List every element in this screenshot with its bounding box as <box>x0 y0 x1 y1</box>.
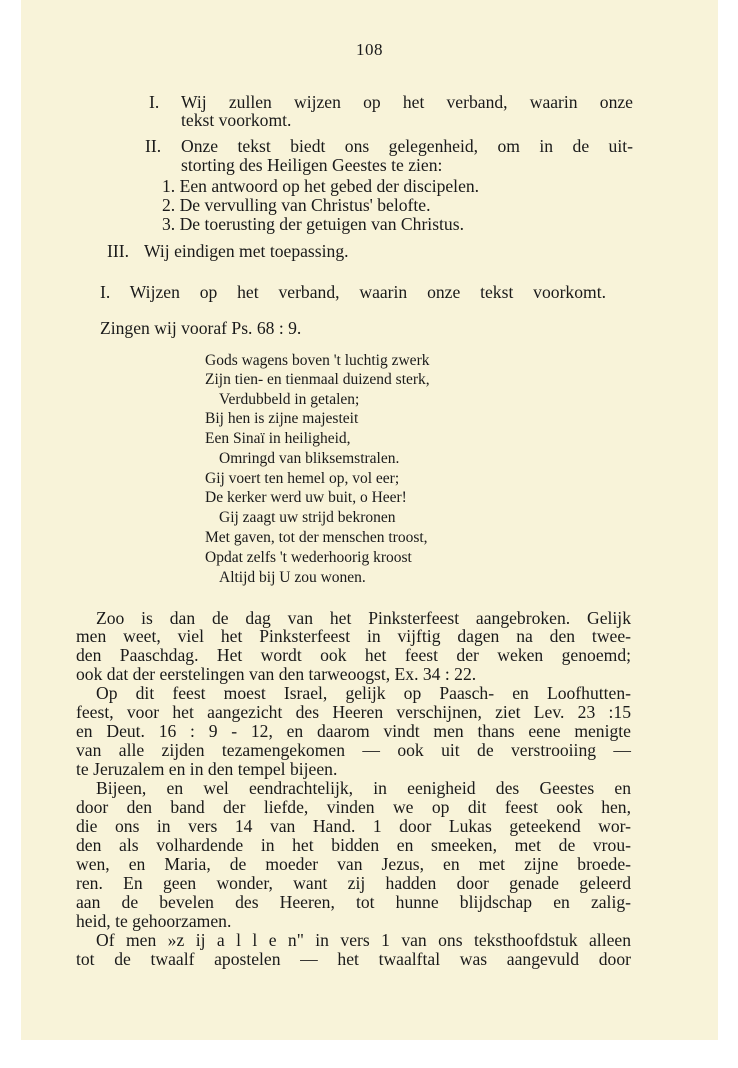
body-line-text: Of men »z ij a l l e n" in vers 1 van ons teksthoofdstuk alleen <box>96 930 631 950</box>
body-line: heid, te gehoorzamen. <box>76 911 232 931</box>
body-line-text: tot de twaalf apostelen — het twaalftal was aangevuld door <box>76 949 631 969</box>
body-line <box>76 873 631 893</box>
body-line-text: en Deut. 16 : 9 - 12, en daarom vindt men thans eene menigte <box>76 721 631 741</box>
body-line <box>76 892 631 912</box>
body-line <box>96 683 631 703</box>
outline-ii-number: II. <box>145 136 162 156</box>
body-line <box>76 835 631 855</box>
outline-i-number: I. <box>149 92 160 112</box>
poem-line: Zijn tien- en tienmaal duizend sterk, <box>205 371 430 388</box>
section-heading-text: I. Wijzen op het verband, waarin onze tekst voorkomt. <box>100 282 606 302</box>
body-line-text: Zoo is dan de dag van het Pinksterfeest aangebroken. Gelijk <box>96 608 631 628</box>
outline-ii-text-1: Onze tekst biedt ons gelegenheid, om in de uit- <box>181 136 633 156</box>
body-line <box>96 778 631 798</box>
body-line <box>76 816 631 836</box>
outline-i-line-2: tekst voorkomt. <box>181 110 292 130</box>
outline-iii-text: Wij eindigen met toepassing. <box>144 241 349 261</box>
body-line <box>96 930 631 950</box>
poem-line: Altijd bij U zou wonen. <box>219 569 366 586</box>
body-line-text: den als volhardende in het bidden en smeeken, met de vrou- <box>76 835 631 855</box>
poem-line: Opdat zelfs 't wederhoorig kroost <box>205 549 412 566</box>
body-line: ook dat der eerstelingen van den tarweoogst, Ex. 34 : 22. <box>76 664 477 684</box>
outline-iii-number: III. <box>107 241 129 261</box>
body-line-text: ren. En geen wonder, want zij hadden door genade geleerd <box>76 873 631 893</box>
poem-line: Bij hen is zijne majesteit <box>205 410 359 427</box>
body-line-text: van alle zijden tezamengekomen — ook uit de verstrooiing — <box>76 740 631 760</box>
page-number: 108 <box>356 40 383 59</box>
outline-ii-line-1 <box>181 136 633 156</box>
body-line-text: men weet, viel het Pinksterfeest in vijftig dagen na den twee- <box>76 626 631 646</box>
outline-sub-3: 3. De toerusting der getuigen van Christus. <box>162 214 464 234</box>
body-line <box>76 645 631 665</box>
book-page <box>21 0 718 1040</box>
body-line-text: Bijeen, en wel eendrachtelijk, in eenigheid des Geestes en <box>96 778 631 798</box>
body-line-text: den Paaschdag. Het wordt ook het feest der weken genoemd; <box>76 645 631 665</box>
poem-line: Omringd van bliksemstralen. <box>219 450 400 467</box>
body-line <box>76 949 631 969</box>
body-line: te Jeruzalem en in den tempel bijeen. <box>76 759 338 779</box>
poem-line: Een Sinaï in heiligheid, <box>205 430 351 447</box>
section-heading <box>100 282 606 302</box>
body-line <box>76 854 631 874</box>
body-line <box>76 626 631 646</box>
body-line <box>96 608 631 628</box>
outline-sub-2: 2. De vervulling van Christus' belofte. <box>162 195 431 215</box>
body-line <box>76 721 631 741</box>
body-line <box>76 740 631 760</box>
outline-i-text-1: Wij zullen wijzen op het verband, waarin onze <box>181 92 633 112</box>
poem-line: Verdubbeld in getalen; <box>219 391 360 408</box>
outline-ii-line-2: storting des Heiligen Geestes te zien: <box>181 155 443 175</box>
poem-line: Gij voert ten hemel op, vol eer; <box>205 470 400 487</box>
outline-sub-1: 1. Een antwoord op het gebed der discipelen. <box>162 176 480 196</box>
body-line-text: aan de bevelen des Heeren, tot hunne blijdschap en zalig- <box>76 892 631 912</box>
poem-line: Gij zaagt uw strijd bekronen <box>219 509 396 526</box>
poem-line: Gods wagens boven 't luchtig zwerk <box>205 352 430 369</box>
body-line-text: door den band der liefde, vinden we op dit feest ook hen, <box>76 797 631 817</box>
body-line-text: Op dit feest moest Israel, gelijk op Paasch- en Loofhutten- <box>96 683 631 703</box>
body-line <box>76 702 631 722</box>
poem-line: De kerker werd uw buit, o Heer! <box>205 489 407 506</box>
outline-i-line-1 <box>181 92 633 112</box>
poem-line: Met gaven, tot der menschen troost, <box>205 529 428 546</box>
body-line-text: wen, en Maria, de moeder van Jezus, en met zijne broede- <box>76 854 631 874</box>
body-line-text: die ons in vers 14 van Hand. 1 door Lukas geteekend wor- <box>76 816 631 836</box>
sing-instruction: Zingen wij vooraf Ps. 68 : 9. <box>100 318 302 338</box>
body-line <box>76 797 631 817</box>
body-line-text: feest, voor het aangezicht des Heeren verschijnen, ziet Lev. 23 :15 <box>76 702 631 722</box>
